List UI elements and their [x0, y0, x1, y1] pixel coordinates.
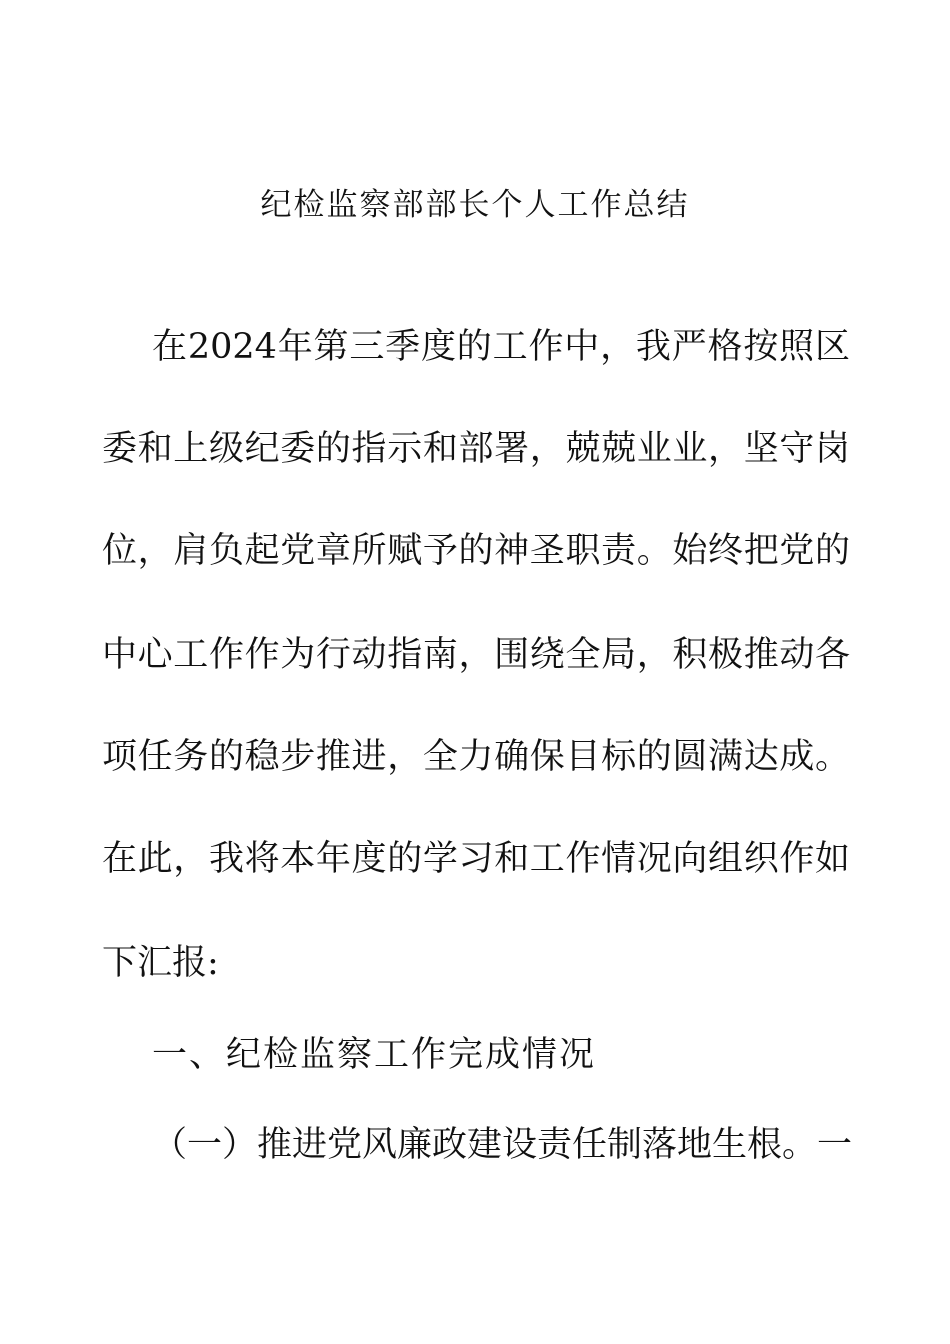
paragraph-line-4: 中心工作作为行动指南，围绕全局，积极推动各	[102, 635, 850, 675]
paragraph-line-5: 项任务的稳步推进，全力确保目标的圆满达成。	[102, 737, 850, 777]
paragraph-line-3: 位，肩负起党章所赋予的神圣职责。始终把党的	[102, 531, 850, 571]
document-title: 纪检监察部部长个人工作总结	[260, 187, 690, 223]
paragraph-line-1: 在2024年第三季度的工作中，我严格按照区	[152, 327, 850, 367]
paragraph-line-6: 在此，我将本年度的学习和工作情况向组织作如	[102, 839, 850, 879]
paragraph-line-2: 委和上级纪委的指示和部署，兢兢业业，坚守岗	[102, 429, 850, 469]
paragraph-line-7: 下汇报:	[102, 943, 219, 983]
subsection-line: （一）推进党风廉政建设责任制落地生根。一	[152, 1125, 853, 1165]
section-heading: 一、纪检监察工作完成情况	[152, 1035, 597, 1075]
